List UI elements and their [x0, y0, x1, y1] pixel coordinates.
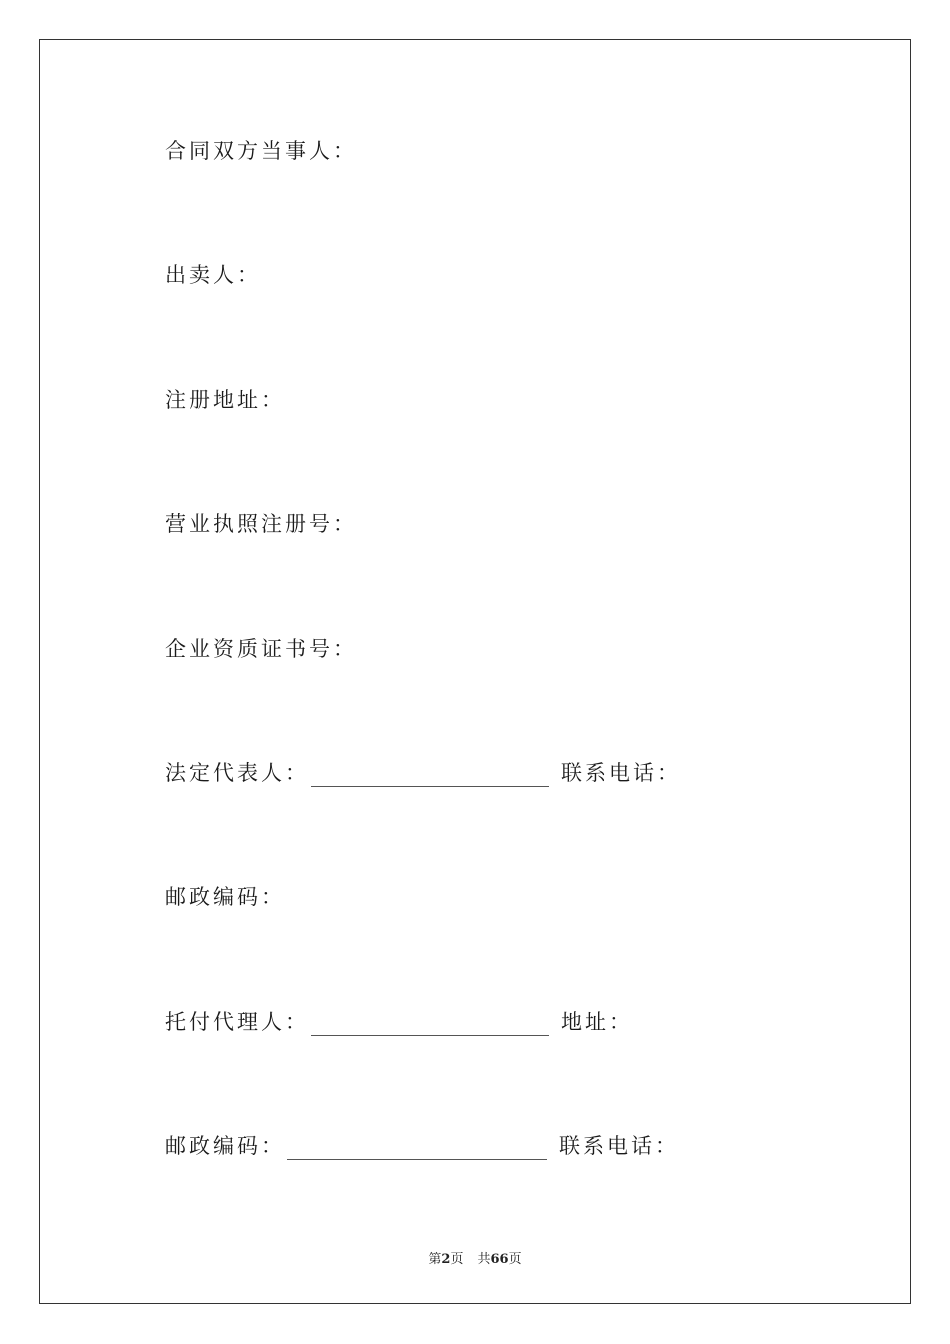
- footer-total-prefix: 共: [477, 1252, 491, 1267]
- agent-label: 托付代理人：: [165, 1010, 309, 1034]
- postal-code-2-blank[interactable]: [287, 1137, 547, 1160]
- legal-rep-row: [165, 759, 681, 787]
- agent-row: [165, 1008, 633, 1036]
- qualification-cert-text: 企业资质证书号：: [165, 637, 357, 661]
- parties-text: 合同双方当事人：: [165, 139, 357, 163]
- footer-total-pages: 66: [490, 1252, 509, 1267]
- agent-phone-label: 联系电话：: [559, 1134, 679, 1158]
- postal-code-1-label: [165, 883, 285, 911]
- postal-code-2-row: [165, 1132, 679, 1160]
- footer-page-number: 2: [441, 1252, 451, 1267]
- legal-rep-blank[interactable]: [311, 764, 549, 787]
- registered-address-text: 注册地址：: [165, 388, 285, 412]
- postal-code-1-text: 邮政编码：: [165, 885, 285, 909]
- business-license-text: 营业执照注册号：: [165, 512, 357, 536]
- parties-label: [165, 137, 357, 165]
- footer-page-suffix: 页: [450, 1252, 464, 1267]
- qualification-cert-label: [165, 635, 357, 663]
- page-border: [39, 39, 911, 1304]
- legal-rep-phone-label: 联系电话：: [561, 761, 681, 785]
- page-footer: [0, 1248, 950, 1267]
- agent-address-label: 地址：: [561, 1010, 633, 1034]
- agent-blank[interactable]: [311, 1013, 549, 1036]
- legal-rep-label: 法定代表人：: [165, 761, 309, 785]
- seller-text: 出卖人：: [165, 263, 261, 287]
- footer-total-suffix: 页: [508, 1252, 522, 1267]
- seller-label: [165, 261, 261, 289]
- postal-code-2-label: 邮政编码：: [165, 1134, 285, 1158]
- business-license-label: [165, 510, 357, 538]
- registered-address-label: [165, 386, 285, 414]
- footer-prefix: 第: [428, 1252, 442, 1267]
